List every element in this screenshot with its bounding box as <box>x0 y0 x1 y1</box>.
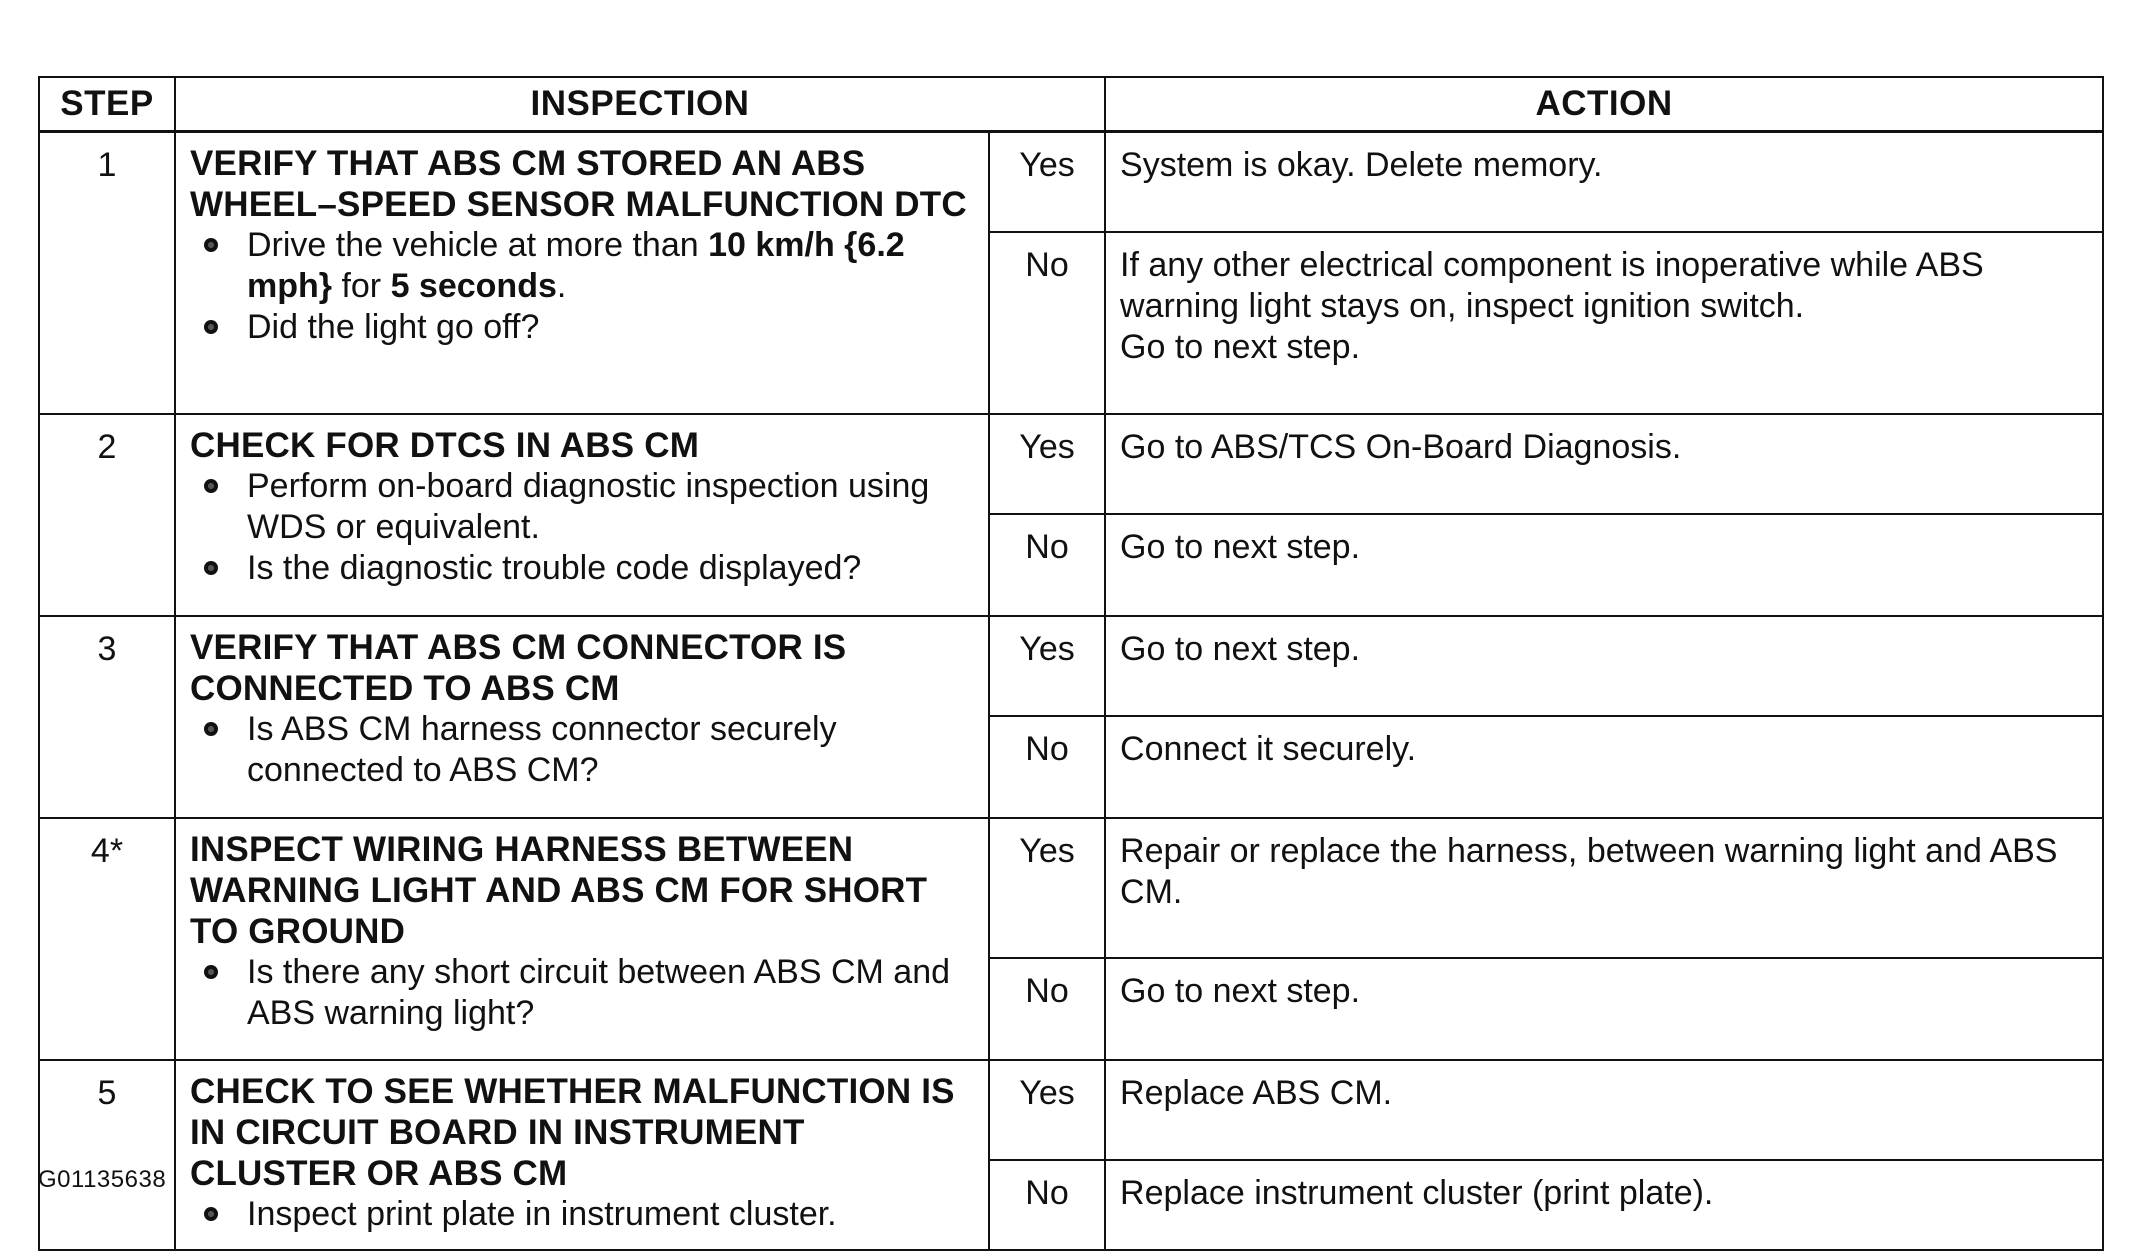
inspection-bullets <box>190 1194 972 1235</box>
inspection-bullets <box>190 225 972 348</box>
no-answer: No <box>989 232 1105 414</box>
action-text: Go to next step. <box>1105 958 2103 1060</box>
header-inspection: INSPECTION <box>175 77 1105 132</box>
yes-answer: Yes <box>989 818 1105 958</box>
step-number: 2 <box>39 414 175 616</box>
table-row <box>39 132 2103 233</box>
bullet-text: Is ABS CM harness connector securely connected to ABS CM? <box>247 710 837 789</box>
bullet-icon <box>204 479 218 493</box>
inspection-bullets <box>190 709 972 791</box>
inspection-cell <box>175 132 989 415</box>
yes-answer: Yes <box>989 132 1105 233</box>
table-row <box>39 616 2103 716</box>
table-body <box>39 132 2103 1251</box>
action-text: Replace instrument cluster (print plate). <box>1105 1160 2103 1250</box>
inspection-bullets <box>190 466 972 589</box>
bullet-text: for <box>332 267 391 305</box>
step-number: 4* <box>39 818 175 1060</box>
bullet-icon <box>204 1207 218 1221</box>
bullet-text: Drive the vehicle at more than <box>247 226 709 264</box>
action-text: System is okay. Delete memory. <box>1105 132 2103 233</box>
inspection-title: VERIFY THAT ABS CM STORED AN ABS WHEEL–SPEED SENSOR MALFUNCTION DTC <box>190 144 967 224</box>
bullet-text: Is there any short circuit between ABS CM and ABS warning light? <box>247 953 951 1032</box>
inspection-title: CHECK TO SEE WHETHER MALFUNCTION IS IN CIRCUIT BOARD IN INSTRUMENT CLUSTER OR ABS CM <box>190 1072 955 1193</box>
header-action: ACTION <box>1105 77 2103 132</box>
bullet-text: Perform on-board diagnostic inspection using WDS or equivalent. <box>247 467 930 546</box>
inspection-bullet <box>190 1194 972 1235</box>
action-text: Go to next step. <box>1105 616 2103 716</box>
step-number: 3 <box>39 616 175 818</box>
bullet-icon <box>204 238 218 252</box>
inspection-bullet <box>190 548 972 589</box>
inspection-cell <box>175 1060 989 1250</box>
action-text: Go to ABS/TCS On-Board Diagnosis. <box>1105 414 2103 514</box>
bullet-text: 10 km/h {6.2 mph} <box>247 226 905 305</box>
inspection-bullet <box>190 307 972 348</box>
action-text: Replace ABS CM. <box>1105 1060 2103 1160</box>
no-answer: No <box>989 1160 1105 1250</box>
header-step: STEP <box>39 77 175 132</box>
inspection-cell <box>175 616 989 818</box>
yes-answer: Yes <box>989 1060 1105 1160</box>
action-text: Repair or replace the harness, between warning light and ABS CM. <box>1105 818 2103 958</box>
action-text: If any other electrical component is inoperative while ABS warning light stays on, inspect ignition switch. Go to next step. <box>1105 232 2103 414</box>
step-number: 5 <box>39 1060 175 1250</box>
bullet-text: 5 seconds <box>390 267 557 305</box>
table-header-row <box>39 77 2103 132</box>
yes-answer: Yes <box>989 414 1105 514</box>
bullet-icon <box>204 320 218 334</box>
inspection-bullet <box>190 225 972 307</box>
inspection-title: INSPECT WIRING HARNESS BETWEEN WARNING LIGHT AND ABS CM FOR SHORT TO GROUND <box>190 830 928 951</box>
inspection-title: VERIFY THAT ABS CM CONNECTOR IS CONNECTED TO ABS CM <box>190 628 847 708</box>
yes-answer: Yes <box>989 616 1105 716</box>
table-row <box>39 1060 2103 1160</box>
inspection-bullet <box>190 709 972 791</box>
bullet-text: Is the diagnostic trouble code displayed? <box>247 549 862 587</box>
bullet-icon <box>204 722 218 736</box>
inspection-cell <box>175 818 989 1060</box>
bullet-text: Inspect print plate in instrument cluster. <box>247 1195 837 1233</box>
inspection-cell <box>175 414 989 616</box>
no-answer: No <box>989 514 1105 616</box>
figure-id: G01135638 <box>38 1166 167 1193</box>
diagnostic-table <box>38 76 2104 1251</box>
inspection-title: CHECK FOR DTCS IN ABS CM <box>190 426 700 465</box>
inspection-bullet <box>190 952 972 1034</box>
bullet-text: Did the light go off? <box>247 308 540 346</box>
step-number: 1 <box>39 132 175 415</box>
bullet-text: . <box>556 267 567 305</box>
bullet-icon <box>204 965 218 979</box>
table-row <box>39 818 2103 958</box>
no-answer: No <box>989 958 1105 1060</box>
action-text: Go to next step. <box>1105 514 2103 616</box>
action-text: Connect it securely. <box>1105 716 2103 818</box>
inspection-bullets <box>190 952 972 1034</box>
table-row <box>39 414 2103 514</box>
inspection-bullet <box>190 466 972 548</box>
bullet-icon <box>204 561 218 575</box>
no-answer: No <box>989 716 1105 818</box>
